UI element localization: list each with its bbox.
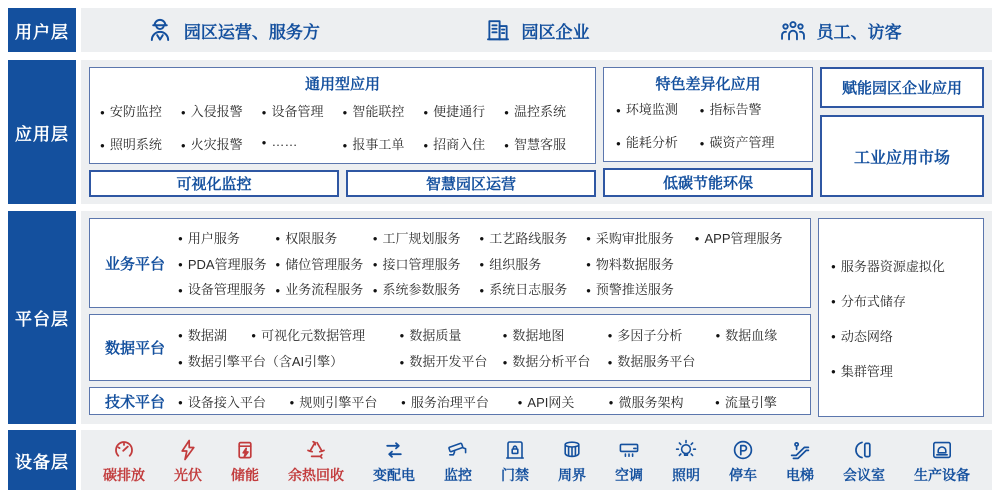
device-item-recycle bbox=[288, 438, 344, 485]
bullet-item: ● 设备管理 bbox=[262, 101, 343, 120]
business-platform-title: 业务平台 bbox=[104, 255, 165, 273]
light-bulb-icon bbox=[674, 438, 698, 462]
worker-icon bbox=[146, 16, 174, 44]
general-apps-column bbox=[89, 67, 596, 197]
bullet-item: ● 动态网络 bbox=[831, 326, 977, 345]
air-conditioner-icon bbox=[617, 438, 641, 462]
people-group-icon bbox=[779, 16, 807, 44]
layer-label-application: 应用层 bbox=[8, 60, 76, 204]
device-layer-band bbox=[81, 430, 992, 490]
user-group-building bbox=[385, 16, 689, 44]
recycle-icon bbox=[304, 438, 328, 462]
service-item: ● 数据湖 bbox=[178, 325, 247, 344]
service-item: ● 系统日志服务 bbox=[479, 279, 582, 298]
bullet-item: ● …… bbox=[262, 134, 343, 153]
user-group-label: 园区运营、服务方 bbox=[183, 22, 320, 42]
gauge-icon bbox=[112, 438, 136, 462]
device-item-door-lock bbox=[501, 438, 529, 485]
bullet-item: ● 便捷通行 bbox=[423, 101, 504, 120]
device-label: 生产设备 bbox=[914, 466, 970, 483]
device-item-perimeter bbox=[558, 438, 586, 485]
service-item: ● 服务治理平台 bbox=[401, 392, 514, 411]
user-layer-row bbox=[8, 8, 992, 52]
special-apps-title: 特色差异化应用 bbox=[655, 76, 761, 93]
device-item-exchange-arrows bbox=[373, 438, 415, 485]
general-apps-list bbox=[98, 95, 587, 159]
tech-platform-title: 技术平台 bbox=[104, 393, 165, 411]
special-apps-box bbox=[603, 67, 813, 162]
bullet-item: ● 能耗分析 bbox=[616, 132, 700, 151]
data-platform-title: 数据平台 bbox=[104, 340, 165, 357]
footer-box-visual-monitoring: 可视化监控 bbox=[89, 170, 339, 197]
device-label: 照明 bbox=[672, 466, 700, 483]
tech-platform-box bbox=[89, 387, 811, 415]
service-item: ● PDA管理服务 bbox=[178, 254, 271, 273]
special-apps-column bbox=[603, 67, 813, 197]
user-layer-band bbox=[81, 8, 992, 52]
data-platform-box bbox=[89, 314, 811, 381]
device-label: 会议室 bbox=[843, 466, 885, 483]
device-item-parking bbox=[729, 438, 757, 485]
bullet-item: ● 服务器资源虚拟化 bbox=[831, 256, 977, 275]
user-group-label: 园区企业 bbox=[521, 22, 590, 42]
service-item: ● 数据分析平台 bbox=[503, 351, 604, 370]
platform-boxes-column bbox=[89, 218, 811, 417]
service-row bbox=[178, 325, 802, 344]
bullet-item: ● 集群管理 bbox=[831, 361, 977, 380]
device-label: 变配电 bbox=[373, 466, 415, 483]
platform-layer-row bbox=[8, 211, 992, 424]
service-item: ● 数据服务平台 bbox=[608, 351, 712, 370]
box-industrial-app-market: 工业应用市场 bbox=[820, 115, 984, 197]
user-group-people-group bbox=[688, 16, 992, 44]
device-item-production-machine bbox=[914, 438, 970, 485]
device-item-gauge bbox=[103, 438, 145, 485]
service-item: ● 数据血缘 bbox=[715, 325, 802, 344]
service-item: ● 工厂规划服务 bbox=[373, 228, 476, 247]
device-item-lightning bbox=[174, 438, 202, 485]
business-platform-services bbox=[178, 221, 802, 305]
service-item: ● 业务流程服务 bbox=[275, 279, 368, 298]
general-apps-title: 通用型应用 bbox=[304, 76, 380, 93]
user-group-worker bbox=[81, 16, 385, 44]
device-label: 储能 bbox=[231, 466, 259, 483]
footer-box-low-carbon: 低碳节能环保 bbox=[603, 168, 813, 197]
service-item: ● 预警推送服务 bbox=[586, 279, 691, 298]
general-footer-row bbox=[89, 170, 596, 197]
service-item: ● 储位管理服务 bbox=[275, 254, 368, 273]
service-item: ● APP管理服务 bbox=[695, 228, 802, 247]
service-item: ● 数据开发平台 bbox=[400, 351, 499, 370]
device-item-battery bbox=[231, 438, 259, 485]
service-item: ● 设备管理服务 bbox=[178, 279, 271, 298]
service-item: ● 流量引擎 bbox=[715, 392, 802, 411]
device-item-meeting-room bbox=[843, 438, 885, 485]
device-label: 门禁 bbox=[501, 466, 529, 483]
camera-icon bbox=[446, 438, 470, 462]
bullet-item: ● 报事工单 bbox=[343, 134, 424, 153]
device-label: 碳排放 bbox=[103, 466, 145, 483]
battery-icon bbox=[233, 438, 257, 462]
service-item: ● 权限服务 bbox=[275, 228, 368, 247]
service-item: ● 多因子分析 bbox=[608, 325, 712, 344]
service-row bbox=[178, 279, 802, 298]
bullet-item: ● 分布式储存 bbox=[831, 291, 977, 310]
service-item: ● 采购审批服务 bbox=[586, 228, 691, 247]
right-apps-column bbox=[820, 67, 984, 197]
device-item-light-bulb bbox=[672, 438, 700, 485]
application-layer-row bbox=[8, 60, 992, 204]
service-row bbox=[178, 392, 802, 411]
lightning-icon bbox=[176, 438, 200, 462]
bullet-item: ● 温控系统 bbox=[504, 101, 585, 120]
business-platform-box bbox=[89, 218, 811, 308]
service-item: ● 数据质量 bbox=[400, 325, 499, 344]
service-item: ● 用户服务 bbox=[178, 228, 271, 247]
parking-icon bbox=[731, 438, 755, 462]
bullet-item: ● 智能联控 bbox=[343, 101, 424, 120]
infrastructure-box bbox=[818, 218, 984, 417]
service-item: ● 规则引擎平台 bbox=[289, 392, 396, 411]
service-item: ● 可视化元数据管理 bbox=[251, 325, 395, 344]
bullet-item: ● 指标告警 bbox=[700, 99, 800, 118]
exchange-arrows-icon bbox=[382, 438, 406, 462]
service-item: ● 设备接入平台 bbox=[178, 392, 285, 411]
tech-platform-services bbox=[178, 390, 802, 412]
layer-label-device: 设备层 bbox=[8, 430, 76, 490]
service-item: ● 接口管理服务 bbox=[373, 254, 476, 273]
door-lock-icon bbox=[503, 438, 527, 462]
bullet-item: ● 入侵报警 bbox=[181, 101, 262, 120]
perimeter-icon bbox=[560, 438, 584, 462]
bullet-item: ● 照明系统 bbox=[100, 134, 181, 153]
device-item-escalator bbox=[786, 438, 814, 485]
bullet-item: ● 招商入住 bbox=[423, 134, 504, 153]
production-machine-icon bbox=[930, 438, 954, 462]
device-label: 空调 bbox=[615, 466, 643, 483]
box-enable-enterprise-apps: 赋能园区企业应用 bbox=[820, 67, 984, 108]
service-item: ● API网关 bbox=[518, 392, 605, 411]
bullet-item: ● 智慧客服 bbox=[504, 134, 585, 153]
service-row bbox=[178, 351, 802, 370]
escalator-icon bbox=[788, 438, 812, 462]
bullet-item: ● 碳资产管理 bbox=[700, 132, 800, 151]
device-item-camera bbox=[444, 438, 472, 485]
layer-label-user: 用户层 bbox=[8, 8, 76, 52]
service-item: ● 系统参数服务 bbox=[373, 279, 476, 298]
data-platform-services bbox=[178, 317, 802, 378]
service-item: ● 数据地图 bbox=[503, 325, 604, 344]
device-label: 监控 bbox=[444, 466, 472, 483]
building-icon bbox=[484, 16, 512, 44]
device-label: 电梯 bbox=[786, 466, 814, 483]
bullet-item: ● 火灾报警 bbox=[181, 134, 262, 153]
user-group-label: 员工、访客 bbox=[816, 22, 902, 42]
special-apps-list bbox=[608, 95, 808, 155]
service-item: ● 物料数据服务 bbox=[586, 254, 691, 273]
service-item: ● 组织服务 bbox=[479, 254, 582, 273]
service-item: ● 微服务架构 bbox=[609, 392, 711, 411]
service-item: ● 数据引擎平台（含AI引擎） bbox=[178, 351, 396, 370]
bullet-item: ● 环境监测 bbox=[616, 99, 700, 118]
platform-layer-band bbox=[81, 211, 992, 424]
application-layer-band bbox=[81, 60, 992, 204]
service-row bbox=[178, 228, 802, 247]
service-item: ● 工艺路线服务 bbox=[479, 228, 582, 247]
footer-box-smart-park-operation: 智慧园区运营 bbox=[346, 170, 596, 197]
general-apps-box bbox=[89, 67, 596, 164]
meeting-room-icon bbox=[852, 438, 876, 462]
bullet-item: ● 安防监控 bbox=[100, 101, 181, 120]
device-label: 周界 bbox=[558, 466, 586, 483]
device-layer-row bbox=[8, 430, 992, 490]
device-label: 光伏 bbox=[174, 466, 202, 483]
device-label: 停车 bbox=[729, 466, 757, 483]
service-row bbox=[178, 254, 802, 273]
device-label: 余热回收 bbox=[288, 466, 344, 483]
device-item-air-conditioner bbox=[615, 438, 643, 485]
layer-label-platform: 平台层 bbox=[8, 211, 76, 424]
